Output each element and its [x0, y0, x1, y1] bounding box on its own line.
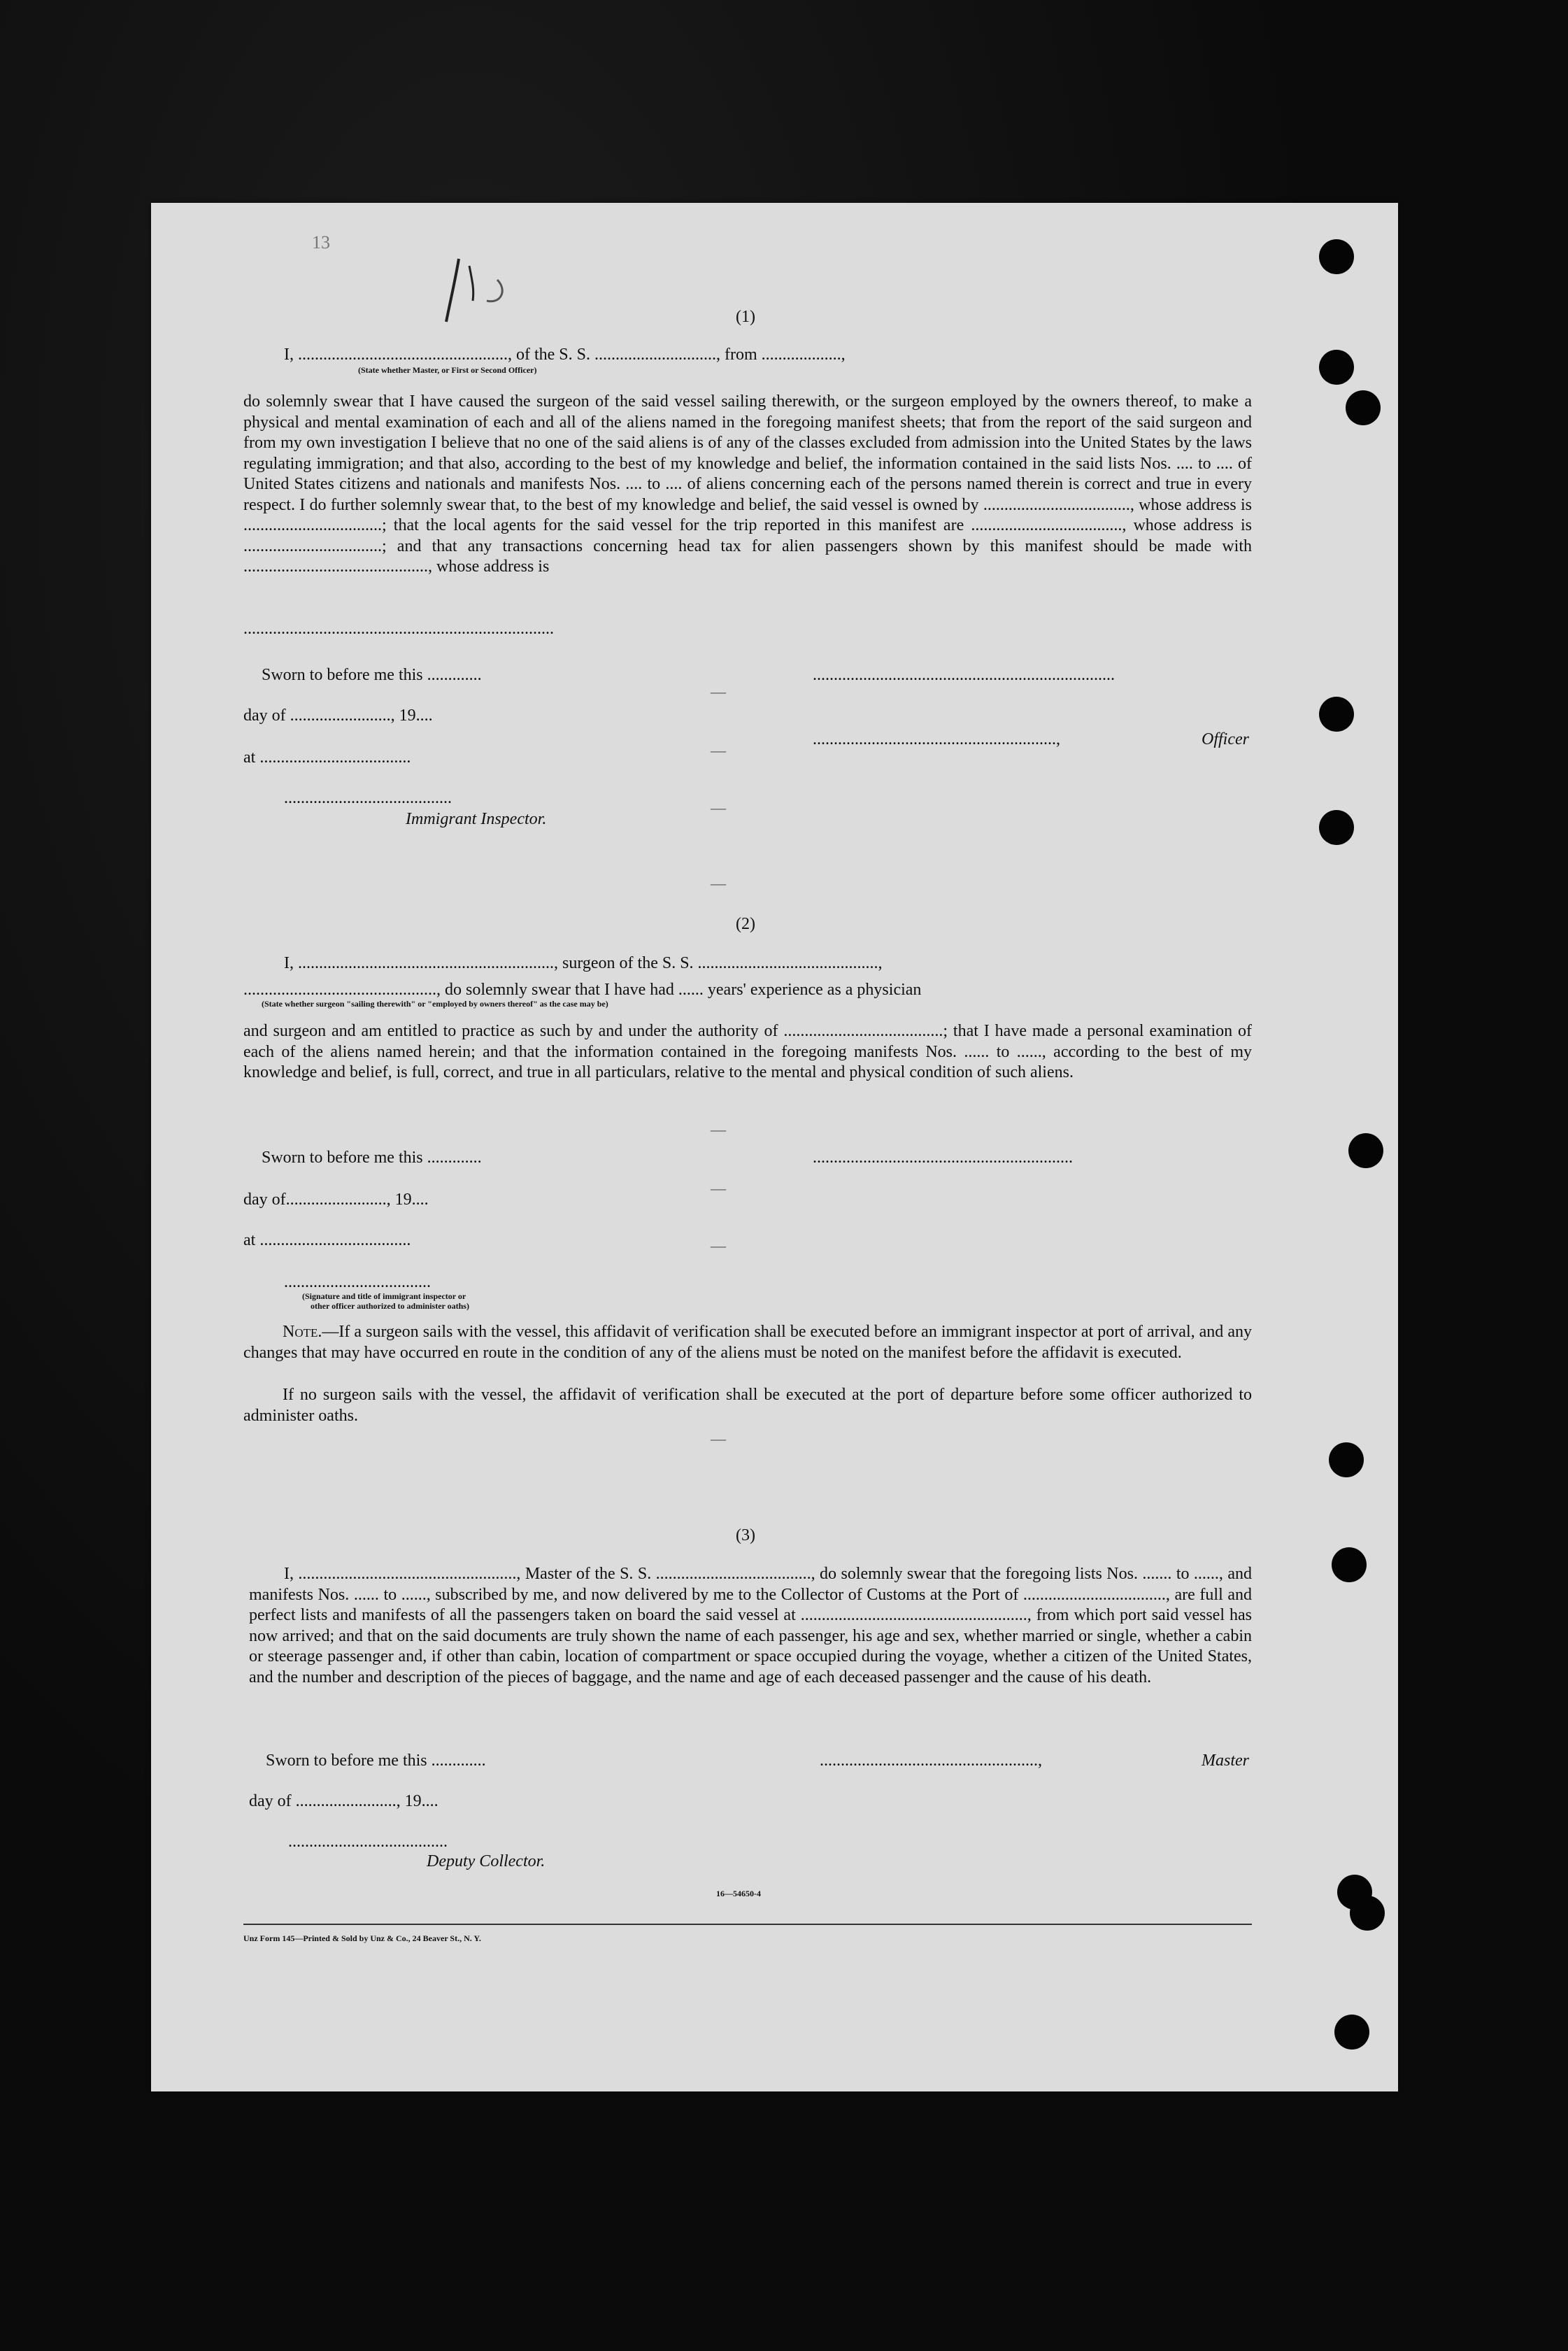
- bleed-mark: —: [711, 799, 726, 816]
- binder-hole: [1346, 390, 1381, 425]
- binder-hole: [1348, 1133, 1383, 1168]
- section-3-day: day of ........................, 19....: [249, 1792, 439, 1810]
- section-2-at: at ....................................: [243, 1231, 411, 1249]
- section-2-number: (2): [736, 915, 755, 933]
- bleed-mark: —: [711, 1430, 726, 1447]
- binder-hole: [1332, 1547, 1367, 1582]
- bleed-mark: —: [711, 741, 726, 759]
- section-2-inspector-dots: ...................................: [284, 1273, 431, 1291]
- binder-hole: [1350, 1896, 1385, 1931]
- binder-hole: [1319, 350, 1354, 385]
- section-3-number: (3): [736, 1526, 755, 1544]
- note-text: —If a surgeon sails with the vessel, this affidavit of verification shall be executed before an immigrant inspector at port of arrival, and any changes that may have occurred en route in the condition of any of the aliens must be noted on the manifest before the affidavit is executed.: [243, 1323, 1252, 1362]
- section-2-sworn: Sworn to before me this .............: [262, 1149, 482, 1167]
- section-1-day: day of ........................, 19....: [243, 706, 433, 725]
- bleed-mark: —: [711, 683, 726, 700]
- surgeon-note: (State whether surgeon "sailing therewith" or "employed by owners thereof" as the case may be): [262, 999, 608, 1009]
- section-1-officer-dots: ..........................................................,: [813, 730, 1060, 748]
- section-2-day: day of........................, 19....: [243, 1191, 429, 1209]
- bleed-mark: —: [711, 874, 726, 892]
- section-2-line-2: .............................................., do solemnly swear that I have had ...... years' experience as a physician: [243, 981, 922, 999]
- section-1-paragraph-tail: ..........................................................................: [243, 620, 554, 638]
- section-3-collector-dots: ......................................: [288, 1833, 448, 1851]
- section-1-inspector-dots: ........................................: [284, 789, 452, 807]
- inspector-note-2: other officer authorized to administer oaths): [311, 1301, 469, 1311]
- officer-note: (State whether Master, or First or Second Officer): [358, 365, 537, 375]
- section-1-paragraph: do solemnly swear that I have caused the surgeon of the said vessel sailing therewith, or the surgeon employed by the owners thereof, to make a physical and mental examination of each and all of the aliens named in the foregoing manifest sheets; that from the report of the said surgeon and from my own investigation I believe that no one of the said aliens is of any of the classes excluded from admission into the United States by the laws regulating immigration; and that also, according to the best of my knowledge and belief, the information contained in the said lists Nos. .... to .... of United States citizens and nationals and manifests Nos. .... to .... of aliens concerning each of the persons named therein is correct and true in every respect. I do further solemnly swear that, to the best of my knowledge and belief, the said vessel is owned by ..................................., whose address is .................................; that the local agents for the said vessel for the trip reported in this manifest are ...................................., whose address is .................................; and that any transactions concerning head tax for alien passengers shown by this manifest should be made with ............................................, whose address is: [243, 392, 1252, 576]
- section-1-number: (1): [736, 308, 755, 326]
- page-number: 13: [312, 232, 330, 253]
- binder-hole: [1319, 239, 1354, 274]
- binder-hole: [1319, 810, 1354, 845]
- note-label: Note.: [283, 1323, 322, 1341]
- section-2-line-1: I, ............................................................., surgeon of the S. S. ...........................................,: [284, 954, 883, 972]
- bleed-mark: —: [711, 1121, 726, 1138]
- binder-hole: [1334, 2015, 1369, 2050]
- section-3-master-label: Master: [1202, 1752, 1249, 1770]
- section-1-officer-label: Officer: [1202, 730, 1249, 748]
- section-2-note-2: If no surgeon sails with the vessel, the affidavit of verification shall be executed at the port of departure before some officer authorized to administer oaths.: [243, 1386, 1252, 1425]
- section-2-signature-dots: ..............................................................: [813, 1149, 1073, 1167]
- form-code: 16—54650-4: [716, 1889, 761, 1898]
- section-2-paragraph: and surgeon and am entitled to practice as such by and under the authority of ......................................; that I have made a personal examination of each of the aliens named herein; and that the information contained in the foregoing manifests Nos. ...... to ......, according to the best of my knowledge and belief, is full, correct, and true in all particulars, relative to the mental and physical condition of such aliens.: [243, 1022, 1252, 1081]
- section-3-sworn: Sworn to before me this .............: [266, 1752, 486, 1770]
- footer-rule: [243, 1924, 1252, 1925]
- section-1-at: at ....................................: [243, 748, 411, 767]
- section-1-signature-dots: ........................................................................: [813, 666, 1115, 684]
- section-1-inspector-label: Immigrant Inspector.: [406, 810, 547, 828]
- section-3-collector-label: Deputy Collector.: [427, 1852, 546, 1870]
- binder-hole: [1329, 1442, 1364, 1477]
- section-3-master-dots: ....................................................,: [820, 1752, 1042, 1770]
- section-3-paragraph: I, ...................................................., Master of the S. S. ....................................., do solemnly swear that the foregoing lists Nos. ....... to ......, and manifests Nos. ...... to ......, subscribed by me, and now delivered by me to the Collector of Customs at the Port of .................................., are full and perfect lists and manifests of all the passengers taken on board the said vessel at ......................................................, from which port said vessel has now arrived; and that on the said documents are truly shown the name of each passenger, his age and sex, whether married or single, whether a cabin or steerage passenger and, if other than cabin, location of compartment or space occupied during the voyage, whether a citizen of the United States, and the number and description of the pieces of baggage, and the name and age of each deceased passenger and the cause of his death.: [249, 1565, 1252, 1686]
- section-2-note: [243, 1322, 1252, 1363]
- bleed-mark: —: [711, 1237, 726, 1254]
- bleed-mark: —: [711, 1179, 726, 1197]
- handwritten-mark: [431, 252, 515, 329]
- section-1-line-1: I, .................................................., of the S. S. ............................., from ...................,: [284, 346, 846, 364]
- footer-printer: Unz Form 145—Printed & Sold by Unz & Co., 24 Beaver St., N. Y.: [243, 1933, 481, 1943]
- section-1-sworn: Sworn to before me this .............: [262, 666, 482, 684]
- binder-hole: [1319, 697, 1354, 732]
- manifest-page: [151, 203, 1398, 2091]
- inspector-note-1: (Signature and title of immigrant inspector or: [302, 1291, 466, 1301]
